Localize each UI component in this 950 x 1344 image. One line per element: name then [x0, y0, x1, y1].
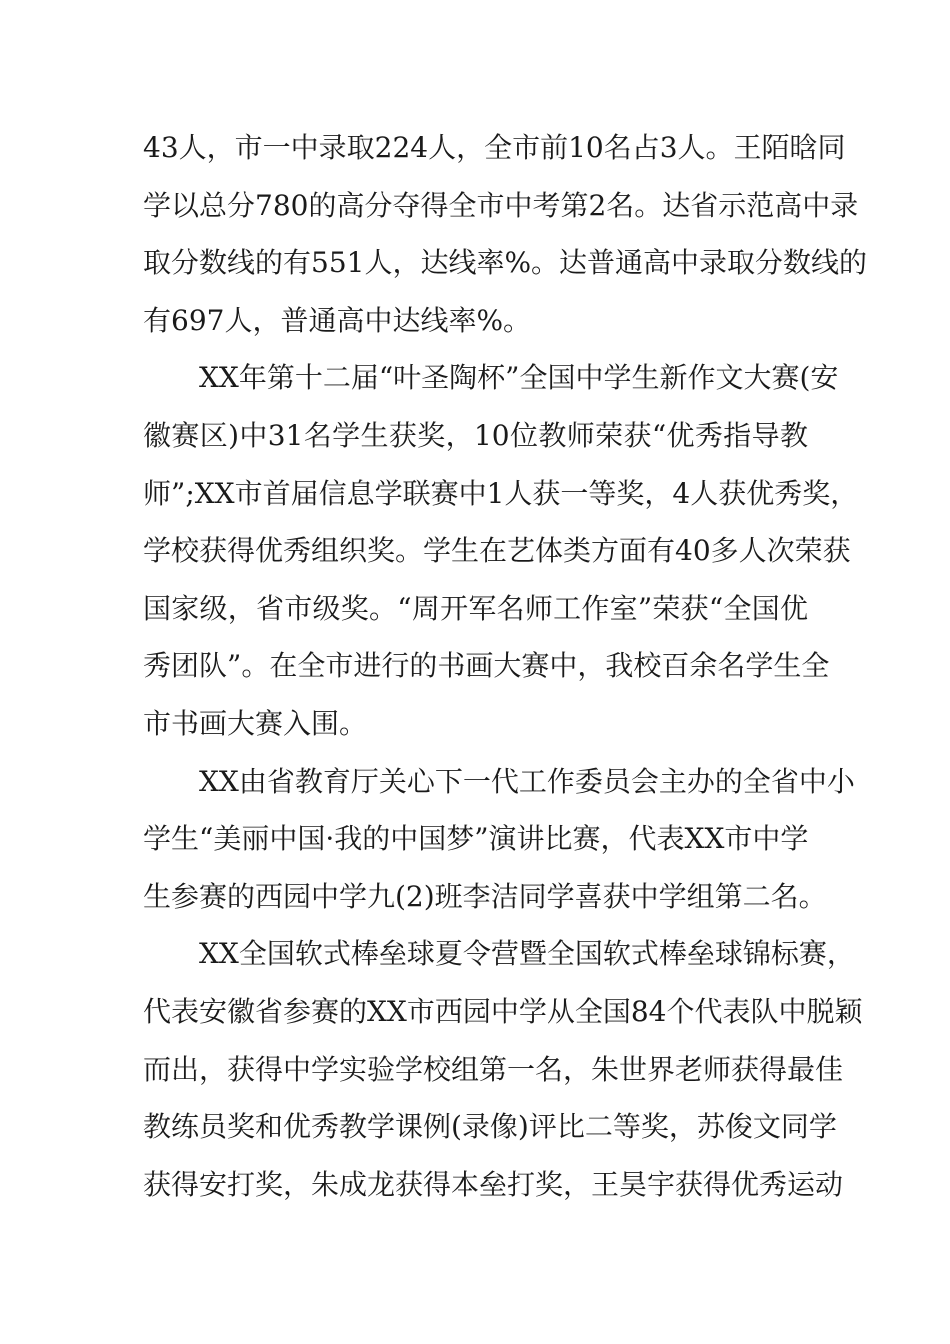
paragraph-admission-results [143, 119, 868, 349]
text-line: 43人，市一中录取224人，全市前10名占3人。王陌晗同 [143, 131, 846, 164]
text-line: 代表安徽省参赛的XX市西园中学从全国84个代表队中脱颖 [143, 994, 863, 1028]
text-line: 获得安打奖，朱成龙获得本垒打奖，王昊宇获得优秀运动 [143, 1167, 844, 1201]
text-line: 师”;XX市首届信息学联赛中1人获一等奖，4人获优秀奖， [143, 476, 859, 510]
text-line: 而出，获得中学实验学校组第一名，朱世界老师获得最佳 [143, 1052, 844, 1086]
text-line: 生参赛的西园中学九(2)班李洁同学喜获中学组第二名。 [143, 879, 827, 913]
text-line: 市书画大赛入围。 [143, 706, 368, 740]
paragraph-softball-championship [143, 925, 863, 1213]
text-line: XX年第十二届“叶圣陶杯”全国中学生新作文大赛(安 [199, 361, 839, 395]
text-line: 徽赛区)中31名学生获奖，10位教师荣获“优秀指导教 [143, 418, 808, 452]
text-line: 学校获得优秀组织奖。学生在艺体类方面有40多人次荣获 [143, 534, 851, 568]
text-line: 国家级，省市级奖。“周开军名师工作室”荣获“全国优 [143, 591, 808, 625]
document-body [143, 119, 868, 1213]
paragraph-writing-contest [143, 349, 859, 752]
text-line: 学以总分780的高分夺得全市中考第2名。达省示范高中录 [143, 188, 859, 222]
text-line: 有697人，普通高中达线率%。 [143, 303, 532, 337]
text-line: 取分数线的有551人，达线率%。达普通高中录取分数线的 [143, 246, 868, 280]
text-line: 学生“美丽中国·我的中国梦”演讲比赛，代表XX市中学 [143, 822, 809, 856]
text-line: 秀团队”。在全市进行的书画大赛中，我校百余名学生全 [143, 649, 830, 683]
text-line: XX由省教育厅关心下一代工作委员会主办的全省中小 [199, 764, 855, 798]
text-line: 教练员奖和优秀教学课例(录像)评比二等奖，苏俊文同学 [143, 1110, 837, 1144]
text-line: XX全国软式棒垒球夏令营暨全国软式棒垒球锦标赛， [199, 937, 855, 971]
paragraph-speech-contest [143, 753, 855, 926]
